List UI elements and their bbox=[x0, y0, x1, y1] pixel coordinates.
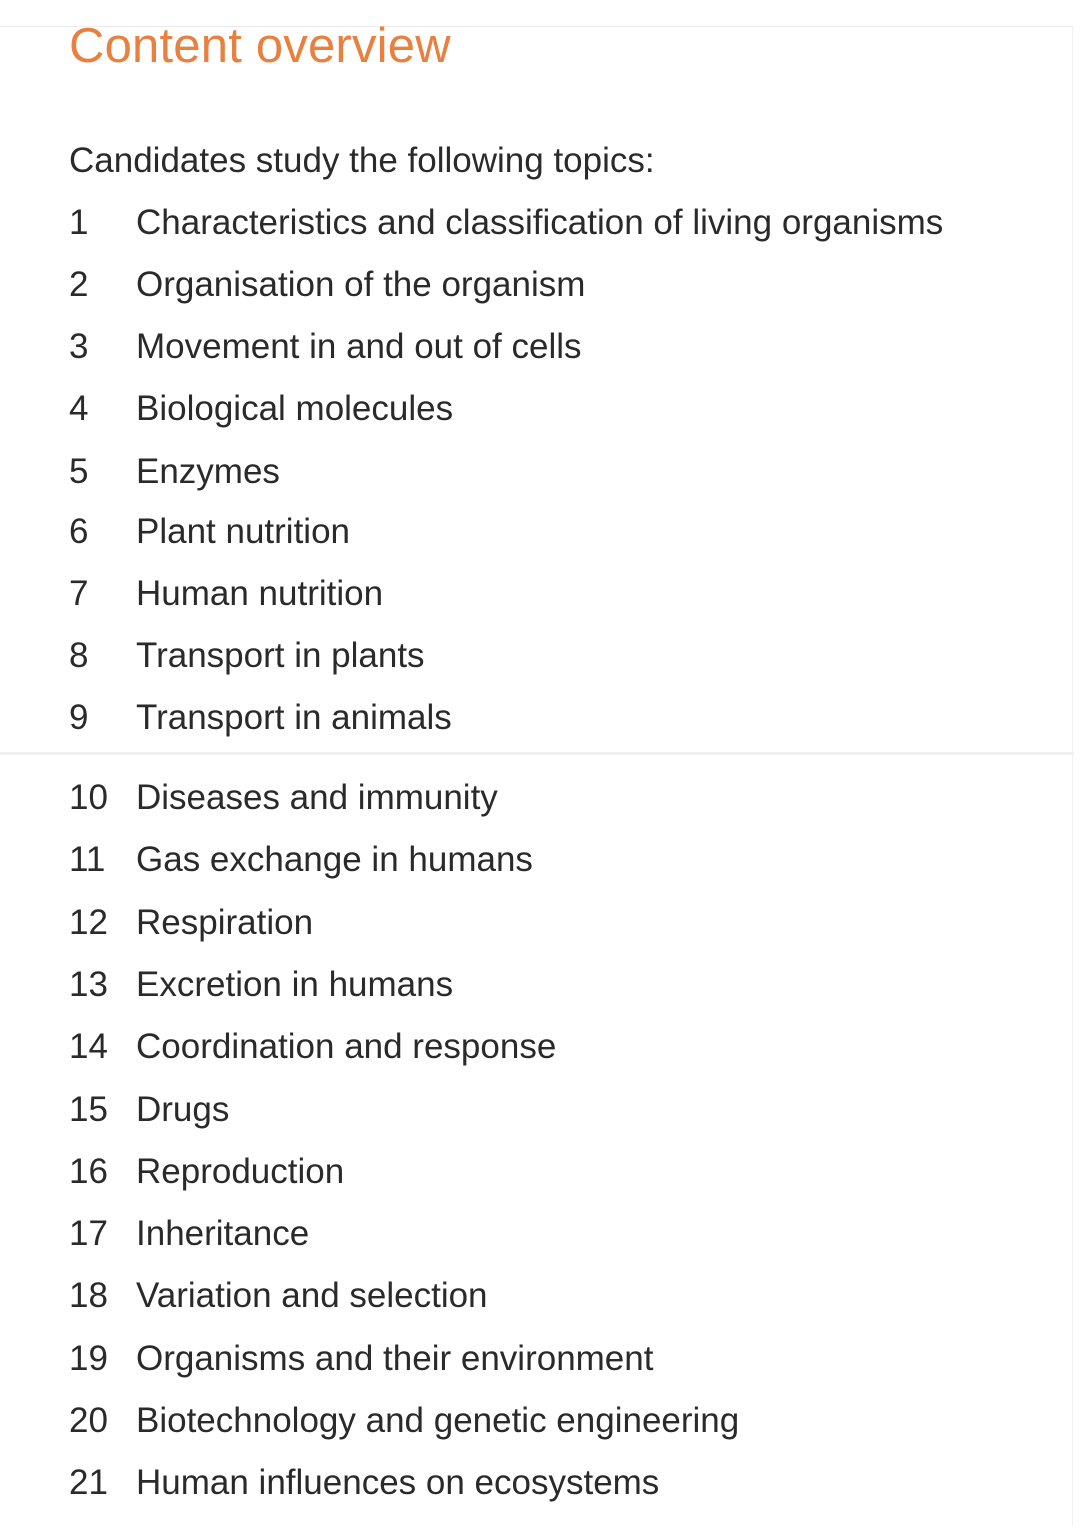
right-divider bbox=[1072, 26, 1073, 1526]
topic-number: 1 bbox=[69, 203, 89, 242]
topic-label: Inheritance bbox=[136, 1214, 310, 1253]
topic-label: Biotechnology and genetic engineering bbox=[136, 1401, 740, 1440]
intro-text: Candidates study the following topics: bbox=[69, 141, 655, 180]
topic-label: Variation and selection bbox=[136, 1276, 488, 1315]
topic-label: Biological molecules bbox=[136, 389, 454, 428]
topic-number: 5 bbox=[69, 452, 89, 491]
page-title: Content overview bbox=[69, 19, 451, 73]
topic-label: Organisation of the organism bbox=[136, 265, 586, 304]
topic-number: 13 bbox=[69, 965, 108, 1004]
topic-label: Organisms and their environment bbox=[136, 1339, 654, 1378]
topic-number: 18 bbox=[69, 1276, 108, 1315]
topic-label: Drugs bbox=[136, 1090, 230, 1129]
topic-label: Transport in plants bbox=[136, 636, 425, 675]
topic-label: Enzymes bbox=[136, 452, 280, 491]
topic-label: Human influences on ecosystems bbox=[136, 1463, 660, 1502]
topic-number: 15 bbox=[69, 1090, 108, 1129]
topic-label: Movement in and out of cells bbox=[136, 327, 582, 366]
topic-label: Human nutrition bbox=[136, 574, 384, 613]
topic-number: 10 bbox=[69, 778, 108, 817]
topic-label: Reproduction bbox=[136, 1152, 345, 1191]
topic-number: 16 bbox=[69, 1152, 108, 1191]
topic-label: Coordination and response bbox=[136, 1027, 557, 1066]
topic-number: 14 bbox=[69, 1027, 108, 1066]
topic-number: 3 bbox=[69, 327, 89, 366]
topic-label: Plant nutrition bbox=[136, 512, 351, 551]
topic-number: 11 bbox=[69, 840, 106, 879]
topic-number: 7 bbox=[69, 574, 89, 613]
topic-number: 6 bbox=[69, 512, 89, 551]
topic-label: Excretion in humans bbox=[136, 965, 454, 1004]
topic-number: 12 bbox=[69, 903, 108, 942]
topic-number: 2 bbox=[69, 265, 89, 304]
topic-number: 9 bbox=[69, 698, 89, 737]
topic-label: Diseases and immunity bbox=[136, 778, 498, 817]
topic-number: 8 bbox=[69, 636, 89, 675]
topic-number: 20 bbox=[69, 1401, 108, 1440]
topic-number: 19 bbox=[69, 1339, 108, 1378]
topic-number: 4 bbox=[69, 389, 89, 428]
page-break-divider bbox=[0, 752, 1074, 755]
topic-number: 17 bbox=[69, 1214, 108, 1253]
topic-label: Gas exchange in humans bbox=[136, 840, 533, 879]
topic-label: Transport in animals bbox=[136, 698, 452, 737]
topic-label: Characteristics and classification of living organisms bbox=[136, 203, 944, 242]
topic-label: Respiration bbox=[136, 903, 314, 942]
topic-number: 21 bbox=[69, 1463, 108, 1502]
